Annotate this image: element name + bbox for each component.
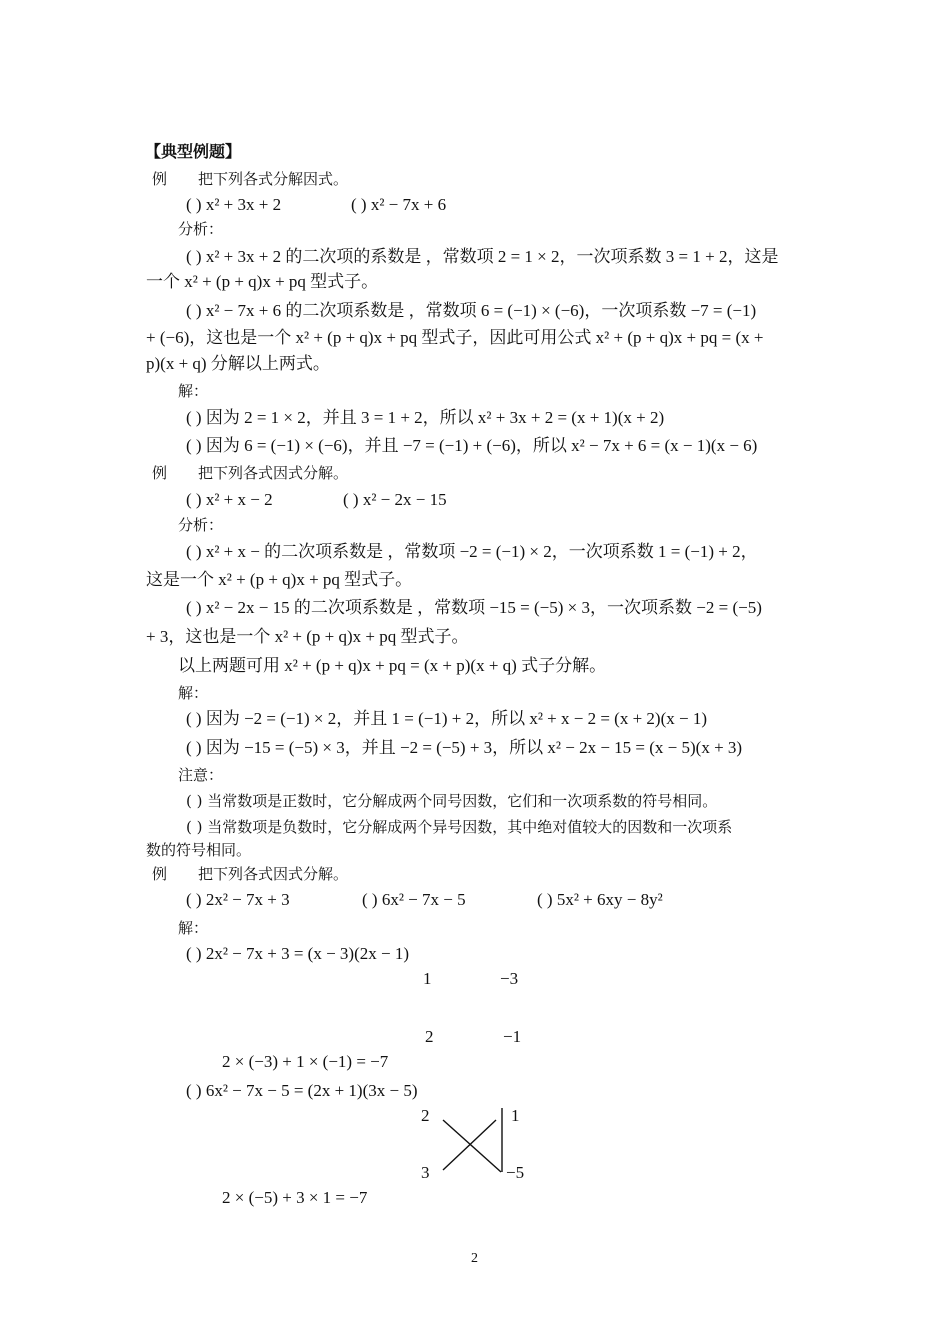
analysis-line: + (−6)，这也是一个 x² + (p + q)x + pq 型式子，因此可用公式 x² + (p + q)x + pq = (x + (146, 328, 764, 347)
cross-diagram-number: 2 (421, 1106, 430, 1125)
problem-item: ( ) 5x² + 6xy − 8y² (537, 890, 663, 909)
example-label: 例 (152, 464, 168, 482)
solution-line: ( ) 因为 2 = 1 × 2，并且 3 = 1 + 2，所以 x² + 3x + 2 = (x + 1)(x + 2) (186, 408, 665, 427)
analysis-line: ( ) x² − 7x + 6 的二次项系数是 ，常数项 6 = (−1) × (−6)，一次项系数 −7 = (−1) (186, 301, 757, 320)
analysis-label: 分析： (178, 220, 224, 238)
example-prompt: 把下列各式因式分解。 (198, 464, 349, 482)
solution-line: ( ) 因为 6 = (−1) × (−6)，并且 −7 = (−1) + (−6)，所以 x² − 7x + 6 = (x − 1)(x − 6) (186, 436, 758, 455)
analysis-line: ( ) x² + x − 的二次项系数是 ，常数项 −2 = (−1) × 2，一次项系数 1 = (−1) + 2， (186, 542, 758, 561)
note-line: ( ) 当常数项是正数时，它分解成两个同号因数，它们和一次项系数的符号相同。 (186, 792, 718, 810)
problem-item: ( ) x² − 7x + 6 (351, 195, 447, 214)
solution-label: 解： (178, 382, 209, 400)
cross-diagram-number: −1 (503, 1027, 522, 1046)
problem-item: ( ) 6x² − 7x − 5 (362, 890, 466, 909)
example-prompt: 把下列各式因式分解。 (198, 865, 349, 883)
cross-check-equation: 2 × (−3) + 1 × (−1) = −7 (222, 1052, 389, 1071)
example-prompt: 把下列各式分解因式。 (198, 170, 349, 188)
problem-item: ( ) x² − 2x − 15 (343, 490, 447, 509)
solution-line: ( ) 因为 −15 = (−5) × 3，并且 −2 = (−5) + 3，所以 x² − 2x − 15 = (x − 5)(x + 3) (186, 738, 743, 757)
cross-diagram-number: 3 (421, 1163, 430, 1182)
analysis-line: ( ) x² + 3x + 2 的二次项的系数是 ，常数项 2 = 1 × 2，一次项系数 3 = 1 + 2，这是 (186, 247, 779, 266)
cross-diagram-number: 1 (423, 969, 432, 988)
page-number: 2 (471, 1251, 478, 1266)
problem-item: ( ) x² + 3x + 2 (186, 195, 282, 214)
analysis-line: p)(x + q) 分解以上两式。 (146, 354, 330, 373)
example-label: 例 (152, 865, 168, 883)
analysis-line: + 3，这也是一个 x² + (p + q)x + pq 型式子。 (146, 627, 469, 646)
solution-line: ( ) 2x² − 7x + 3 = (x − 3)(2x − 1) (186, 944, 410, 963)
cross-diagram-number: 2 (425, 1027, 434, 1046)
cross-line-a (443, 1120, 501, 1172)
cross-diagram-number: −3 (500, 969, 519, 988)
note-line: ( ) 当常数项是负数时，它分解成两个异号因数，其中绝对值较大的因数和一次项系 (186, 818, 733, 836)
problem-item: ( ) 2x² − 7x + 3 (186, 890, 290, 909)
analysis-label: 分析： (178, 516, 224, 534)
analysis-line: 这是一个 x² + (p + q)x + pq 型式子。 (146, 570, 413, 589)
cross-diagram-number: −5 (506, 1163, 525, 1182)
note-line: 数的符号相同。 (146, 841, 252, 859)
solution-label: 解： (178, 919, 209, 937)
cross-check-equation: 2 × (−5) + 3 × 1 = −7 (222, 1188, 368, 1207)
solution-line: ( ) 6x² − 7x − 5 = (2x + 1)(3x − 5) (186, 1081, 418, 1100)
solution-line: ( ) 因为 −2 = (−1) × 2，并且 1 = (−1) + 2，所以 x² + x − 2 = (x + 2)(x − 1) (186, 709, 708, 728)
analysis-line: ( ) x² − 2x − 15 的二次项系数是 ，常数项 −15 = (−5) × 3，一次项系数 −2 = (−5) (186, 598, 762, 617)
note-label: 注意： (178, 766, 224, 784)
cross-diagram-number: 1 (511, 1106, 520, 1125)
example-label: 例 (152, 170, 168, 188)
formula-note: 以上两题可用 x² + (p + q)x + pq = (x + p)(x + q) 式子分解。 (178, 656, 607, 675)
section-heading: 【典型例题】 (145, 142, 242, 161)
analysis-line: 一个 x² + (p + q)x + pq 型式子。 (146, 272, 379, 291)
problem-item: ( ) x² + x − 2 (186, 490, 273, 509)
solution-label: 解： (178, 684, 209, 702)
